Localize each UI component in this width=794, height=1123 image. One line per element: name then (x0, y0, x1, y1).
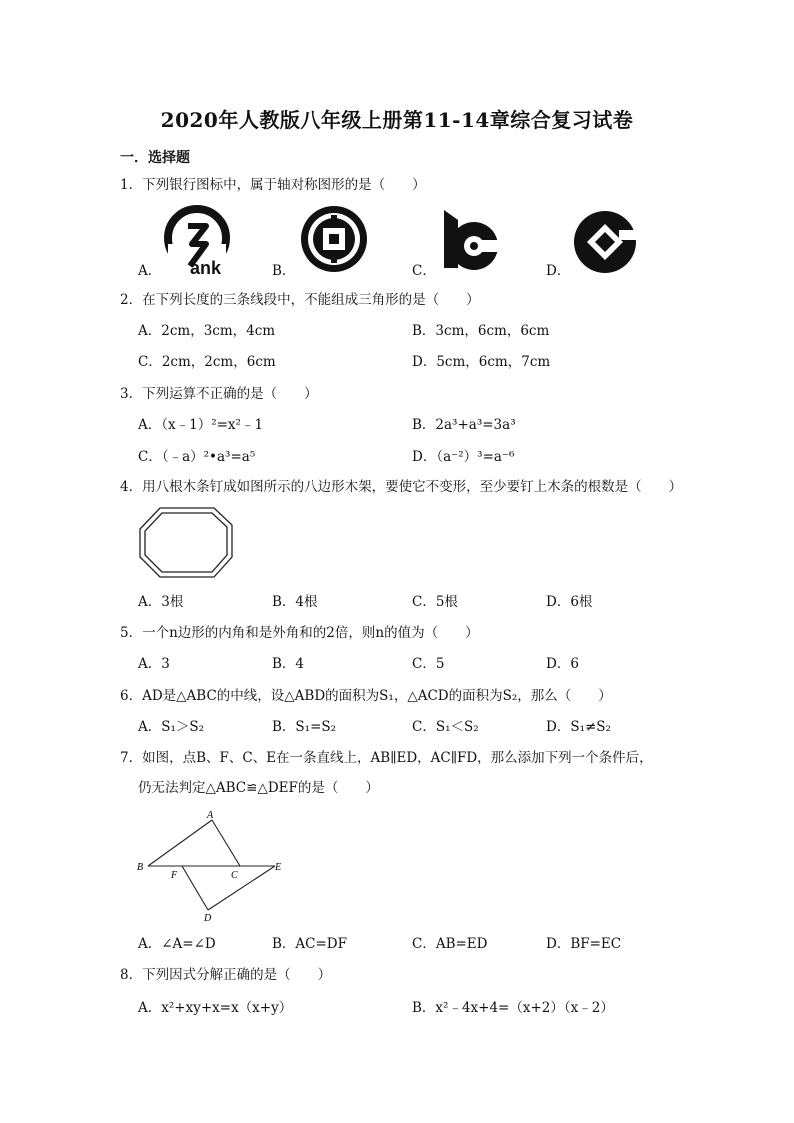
question-2-stem: 2．在下列长度的三条线段中，不能组成三角形的是（ ） (120, 292, 480, 308)
q2-option-a: A．2cm，3cm，4cm (138, 323, 276, 339)
bc-logo-icon (440, 208, 506, 274)
q7-option-d: D．BF=EC (546, 936, 622, 952)
q2-option-d: D．5cm，6cm，7cm (412, 354, 551, 370)
point-label-f: F (171, 870, 178, 881)
q2-option-c: C．2cm，2cm，6cm (138, 354, 276, 370)
question-7-stem-line1: 7．如图，点B、F、C、E在一条直线上，AB∥ED，AC∥FD，那么添加下列一个条件后， (120, 750, 653, 766)
page-title: 2020年人教版八年级上册第11-14章综合复习试卷 (160, 108, 634, 132)
section-heading: 一．选择题 (120, 150, 190, 166)
q4-option-d: D．6根 (546, 594, 593, 610)
q6-option-a: A．S₁＞S₂ (138, 719, 205, 735)
q8-option-b: B．x²﹣4x+4=（x+2）（x﹣2） (412, 1000, 614, 1016)
q3-option-c: C．（﹣a）²•a³=a⁵ (138, 449, 256, 465)
question-4-stem: 4．用八根木条钉成如图所示的八边形木架，要使它不变形，至少要钉上木条的根数是（ ） (120, 479, 683, 495)
octagon-figure (136, 505, 238, 581)
point-label-d: D (204, 913, 212, 924)
q4-option-c: C．5根 (412, 594, 458, 610)
svg-text:ank: ank (190, 258, 222, 276)
point-label-c: C (231, 870, 238, 881)
q6-option-d: D．S₁≠S₂ (546, 719, 611, 735)
q6-option-b: B．S₁=S₂ (272, 719, 337, 735)
question-7-stem-line2: 仍无法判定△ABC≌△DEF的是（ ） (138, 780, 379, 796)
point-label-a: A (207, 810, 214, 821)
question-8-stem: 8．下列因式分解正确的是（ ） (120, 967, 332, 983)
q1-option-d-label: D． (546, 263, 571, 279)
q6-option-c: C．S₁＜S₂ (412, 719, 479, 735)
question-3-stem: 3．下列运算不正确的是（ ） (120, 386, 318, 402)
q1-option-c-label: C． (412, 263, 436, 279)
ccb-logo-icon (573, 210, 637, 274)
q1-option-b-label: B． (272, 263, 296, 279)
q8-option-a: A．x²+xy+x=x（x+y） (138, 1000, 293, 1016)
q3-option-d: D．（a⁻²）³=a⁻⁶ (412, 449, 515, 465)
q5-option-c: C．5 (412, 656, 445, 672)
q4-option-a: A．3根 (138, 594, 184, 610)
bank-logo-icon (162, 204, 238, 276)
point-label-b: B (137, 862, 144, 873)
q7-option-b: B．AC=DF (272, 936, 348, 952)
question-1-stem: 1．下列银行图标中，属于轴对称图形的是（ ） (120, 177, 426, 193)
question-5-stem: 5．一个n边形的内角和是外角和的2倍，则n的值为（ ） (120, 625, 479, 641)
q5-option-d: D．6 (546, 656, 579, 672)
q4-option-b: B．4根 (272, 594, 318, 610)
q2-option-b: B．3cm，6cm，6cm (412, 323, 550, 339)
q7-option-a: A．∠A=∠D (138, 936, 216, 952)
question-6-stem: 6．AD是△ABC的中线，设△ABD的面积为S₁，△ACD的面积为S₂，那么（ ） (120, 688, 612, 704)
q7-option-c: C．AB=ED (412, 936, 488, 952)
q3-option-b: B．2a³+a³=3a³ (412, 417, 516, 433)
q5-option-b: B．4 (272, 656, 305, 672)
triangle-figure (130, 806, 290, 924)
q5-option-a: A．3 (138, 656, 170, 672)
coin-logo-icon (300, 205, 368, 273)
point-label-e: E (275, 862, 282, 873)
q1-option-a-label: A． (138, 263, 162, 279)
q3-option-a: A．（x﹣1）²=x²﹣1 (138, 417, 264, 433)
